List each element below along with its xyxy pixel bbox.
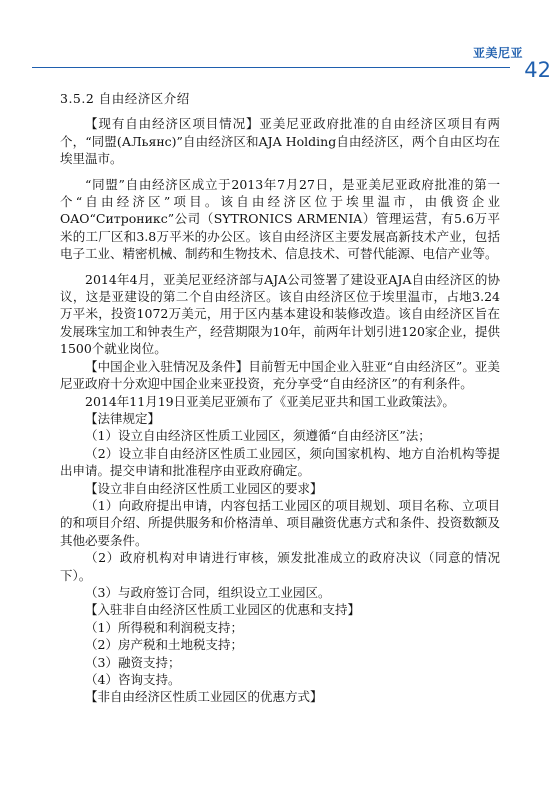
- list-item-support-3: （3）融资支持；: [85, 654, 181, 670]
- running-header-title: 亚美尼亚: [472, 46, 523, 60]
- paragraph-aja-zone: 2014年4月，亚美尼亚经济部与AJA公司签署了建设亚AJA自由经济区的协议，这是亚建设的第二个自由经济区。该自由经济区位于埃里温市，占地3.24万平米，投资1072万美元，用于区内基本建设和装修改造。该自由经济区旨在发展珠宝加工和钟表生产，经营期限为10年，前两年计划引进120家企业，提供1500个就业岗位。: [60, 271, 500, 357]
- list-item-legal-1: （1）设立自由经济区性质工业园区，须遵循“自由经济区”法；: [85, 428, 431, 444]
- list-item-requirement-2: （2）政府机构对申请进行审核，颁发批准成立的政府决议（同意的情况下）。: [60, 550, 500, 583]
- paragraph-alliance-zone: “同盟”自由经济区成立于2013年7月27日，是亚美尼亚政府批准的第一个“自由经济区”项目。该自由经济区位于埃里温市，由俄资企业OAO“Ситроникс”公司（SYTRONICS ARMENIA）管理运营，有5.6万平米的工厂区和3.8万平米的办公区。该自由经济区主要发展高新技术产业，包括电子工业、精密机械、制药和生物技术、信息技术、可替代能源、电信产业等。: [60, 176, 500, 262]
- heading-incentives-support: 【入驻非自由经济区性质工业园区的优惠和支持】: [85, 602, 361, 618]
- list-item-requirement-3: （3）与政府签订合同，组织设立工业园区。: [85, 584, 331, 600]
- list-item-legal-2: （2）设立非自由经济区性质工业园区，须向国家机构、地方自治机构等提出申请。提交申请和批准程序由亚政府确定。: [60, 445, 500, 479]
- paragraph-existing-zones: 【现有自由经济区项目情况】亚美尼亚政府批准的自由经济区项目有两个，“同盟(АЛьянс)”自由经济区和AJA Holding自由经济区，两个自由区均在埃里温市。: [60, 116, 500, 167]
- page-number: 42: [524, 58, 551, 82]
- list-item-support-1: （1）所得税和利润税支持；: [85, 619, 243, 635]
- heading-incentive-methods: 【非自由经济区性质工业园区的优惠方式】: [85, 689, 323, 705]
- page-header: [0, 0, 559, 80]
- list-item-support-2: （2）房产税和土地税支持；: [85, 637, 243, 653]
- heading-legal-provisions: 【法律规定】: [85, 410, 161, 426]
- paragraph-industrial-policy-law: 2014年11月19日亚美尼亚颁布了《亚美尼亚共和国工业政策法》。: [85, 393, 455, 409]
- list-item-support-4: （4）咨询支持。: [85, 672, 181, 687]
- paragraph-chinese-enterprises: 【中国企业入驻情况及条件】目前暂无中国企业入驻亚“自由经济区”。亚美尼亚政府十分欢迎中国企业来亚投资，充分享受“自由经济区”的有利条件。: [60, 358, 500, 392]
- list-item-requirement-1: （1）向政府提出申请，内容包括工业园区的项目规划、项目名称、立项目的和项目介绍、所提供服务和价格清单、项目融资优惠方式和条件、投资数额及其他必要条件。: [60, 497, 500, 548]
- header-rule: [32, 67, 510, 68]
- section-heading: 3.5.2 自由经济区介绍: [60, 91, 190, 106]
- page-body: [60, 90, 500, 706]
- heading-park-requirements: 【设立非自由经济区性质工业园区的要求】: [85, 480, 323, 496]
